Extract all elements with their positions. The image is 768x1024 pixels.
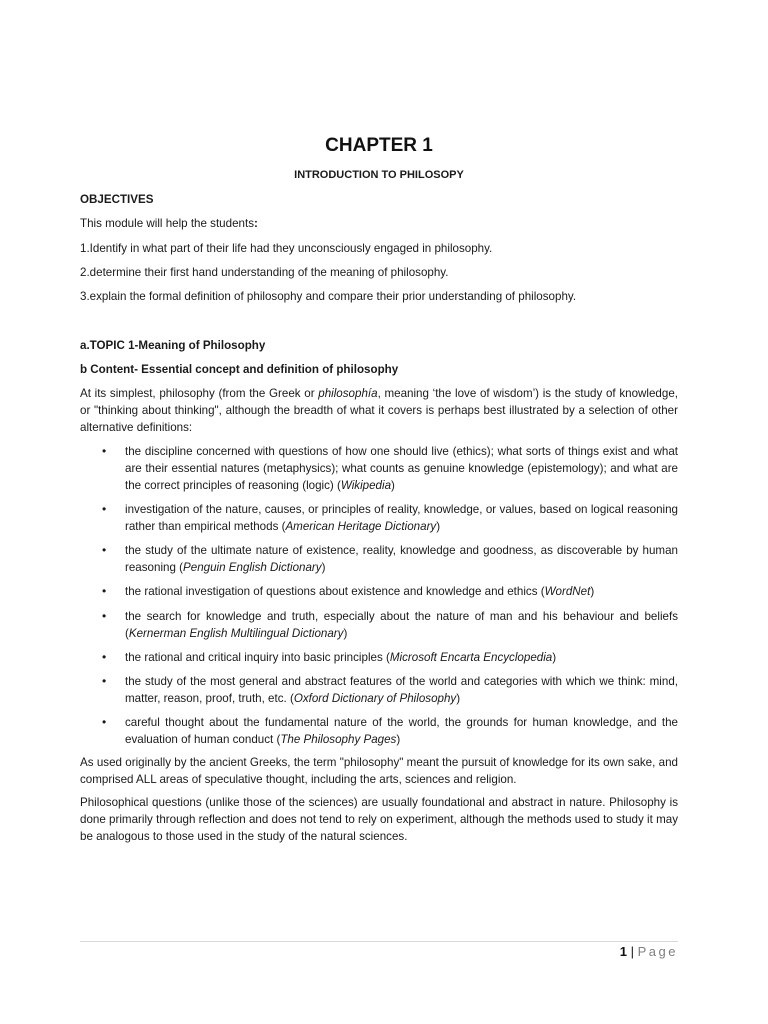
definition-item: • the study of the most general and abstract features of the world and categories with which we think: mind, matter, reason, proof, truth, etc. (Oxford Dictionary of Philosophy) <box>102 674 678 705</box>
definition-item: • careful thought about the fundamental nature of the world, the grounds for human knowledge, and the evaluation of human conduct (The Philosophy Pages) <box>102 715 678 746</box>
definition-text: the discipline concerned with questions of how one should live (ethics); what sorts of things exist and what are their essential natures (metaphysics); what counts as genuine knowledge (epistemology); and what are the correct principles of reasoning (logic) ( <box>125 445 678 492</box>
definition-source: Oxford Dictionary of Philosophy <box>293 692 457 705</box>
definition-source: Microsoft Encarta Encyclopedia <box>389 651 553 664</box>
objective-3: 3.explain the formal definition of philosophy and compare their prior understanding of philosophy. <box>80 290 577 303</box>
content-heading: b Content- Essential concept and definition of philosophy <box>80 363 399 376</box>
definition-item: • investigation of the nature, causes, or principles of reality, knowledge, or values, based on logical reasoning rather than empirical methods (American Heritage Dictionary) <box>102 502 678 533</box>
topic-heading: a.TOPIC 1-Meaning of Philosophy <box>80 339 266 352</box>
page-number-separator: | <box>630 944 634 959</box>
definition-text: careful thought about the fundamental nature of the world, the grounds for human knowledge, and the evaluation of human conduct ( <box>125 716 678 746</box>
definition-source: American Heritage Dictionary <box>285 520 437 533</box>
page-number <box>620 943 678 961</box>
definition-text: investigation of the nature, causes, or principles of reality, knowledge, or values, based on logical reasoning rather than empirical methods ( <box>125 503 678 533</box>
definition-text: the study of the ultimate nature of existence, reality, knowledge and goodness, as discoverable by human reasoning ( <box>125 544 678 574</box>
definition-item: • the study of the ultimate nature of existence, reality, knowledge and goodness, as discoverable by human reasoning (Penguin English Dictionary) <box>102 543 678 574</box>
chapter-subtitle: INTRODUCTION TO PHILOSOPY <box>294 169 464 181</box>
bullet-icon: • <box>102 502 107 516</box>
objective-2: 2.determine their first hand understanding of the meaning of philosophy. <box>80 266 449 279</box>
definition-text: the search for knowledge and truth, especially about the nature of man and his behaviour and beliefs ( <box>125 610 678 640</box>
definition-item: • the rational and critical inquiry into basic principles (Microsoft Encarta Encyclopedia) <box>102 650 557 664</box>
definition-source: Penguin English Dictionary <box>183 561 322 574</box>
page-label: Page <box>637 944 678 959</box>
bullet-icon: • <box>102 609 107 623</box>
definition-source: The Philosophy Pages <box>280 733 397 746</box>
bullet-icon: • <box>102 715 107 729</box>
definition-text: the rational investigation of questions about existence and knowledge and ethics ( <box>125 585 545 598</box>
intro-text-before: At its simplest, philosophy (from the Greek or <box>80 387 319 400</box>
definition-item: • the discipline concerned with questions of how one should live (ethics); what sorts of things exist and what are their essential natures (metaphysics); what counts as genuine knowledge (epistemology); and what are the correct principles of reasoning (logic) (Wikipedia) <box>102 444 678 492</box>
objectives-heading: OBJECTIVES <box>80 193 154 206</box>
greeks-paragraph: As used originally by the ancient Greeks, the term "philosophy" meant the pursuit of knowledge for its own sake, and comprised ALL areas of speculative thought, including the arts, sciences and religion. <box>80 756 678 786</box>
definition-source: Wikipedia <box>340 479 392 492</box>
definition-item: • the search for knowledge and truth, especially about the nature of man and his behaviour and beliefs (Kernerman English Multilingual Dictionary) <box>102 609 678 640</box>
bullet-icon: • <box>102 650 107 664</box>
intro-greek-term: philosophía <box>318 387 378 400</box>
footer-divider <box>80 941 678 942</box>
definition-text: the study of the most general and abstract features of the world and categories with which we think: mind, matter, reason, proof, truth, etc. ( <box>125 675 678 705</box>
module-intro <box>80 215 678 232</box>
bullet-icon: • <box>102 444 107 458</box>
module-intro-text: This module will help the students <box>80 217 254 230</box>
page-number-value: 1 <box>619 944 627 959</box>
definition-source: Kernerman English Multilingual Dictionary <box>128 627 344 640</box>
bullet-icon: • <box>102 584 107 598</box>
module-intro-colon: : <box>254 217 258 230</box>
intro-paragraph <box>80 385 678 436</box>
definitions-list <box>80 443 678 748</box>
chapter-title: CHAPTER 1 <box>325 135 433 156</box>
objective-1: 1.Identify in what part of their life had they unconsciously engaged in philosophy. <box>80 242 493 255</box>
definition-item: • the rational investigation of questions about existence and knowledge and ethics (WordNet) <box>102 584 595 598</box>
intro-text-after: , meaning ‘the love of wisdom’) is the study of knowledge, or "thinking about thinking", although the breadth of what it covers is perhaps best illustrated by a selection of other alternative definitions: <box>80 387 678 434</box>
definition-text: the rational and critical inquiry into basic principles ( <box>125 651 390 664</box>
bullet-icon: • <box>102 674 107 688</box>
bullet-icon: • <box>102 543 107 557</box>
definition-source: WordNet <box>544 585 591 598</box>
questions-paragraph: Philosophical questions (unlike those of the sciences) are usually foundational and abstract in nature. Philosophy is done primarily through reflection and does not tend to rely on experiment, although the methods used to study it may be analogous to those used in the study of the natural sciences. <box>80 796 678 843</box>
